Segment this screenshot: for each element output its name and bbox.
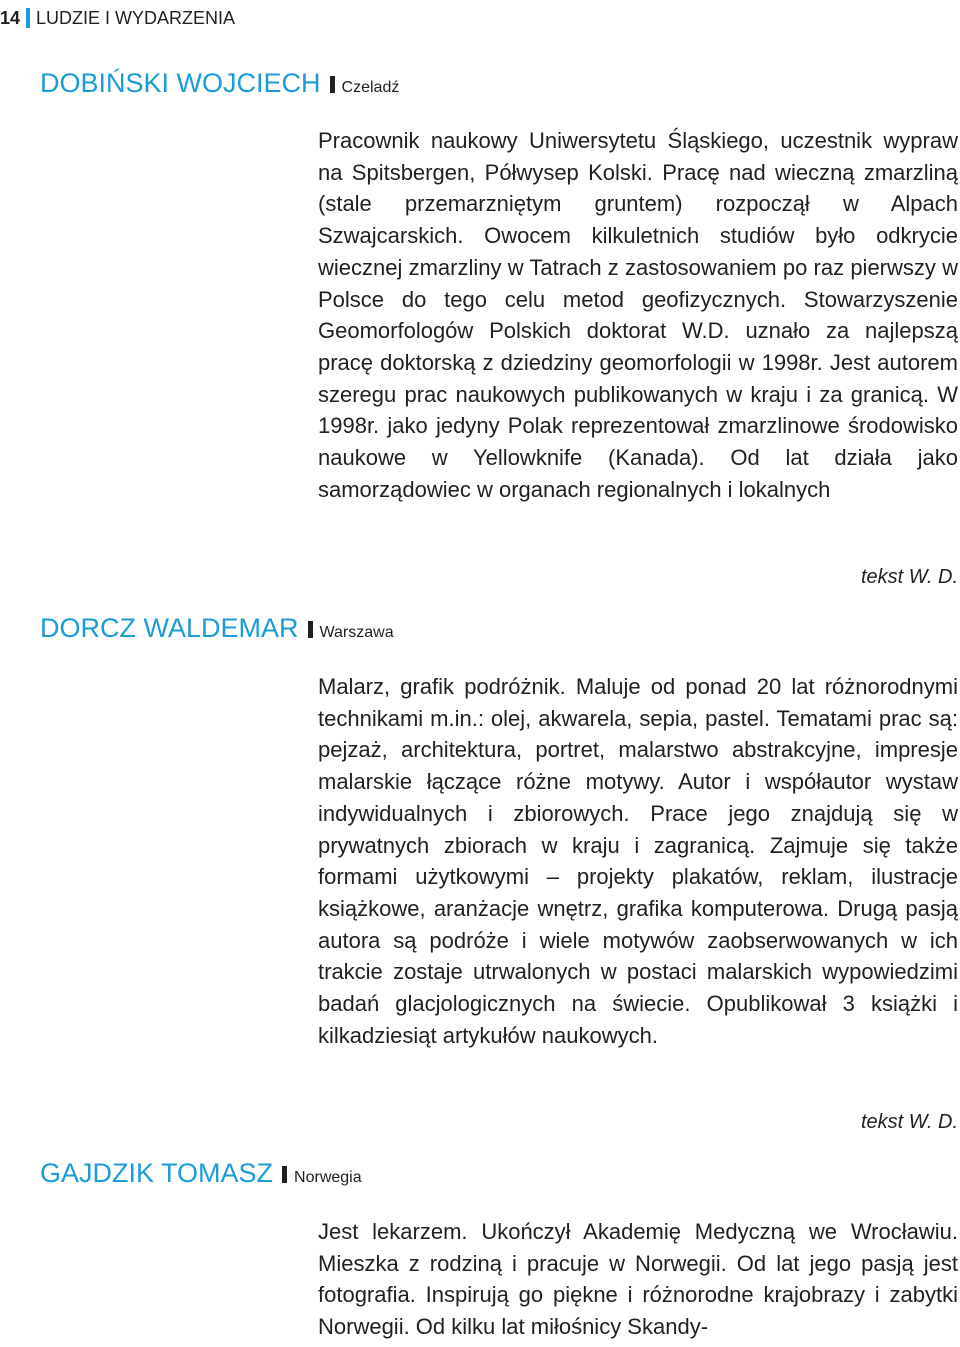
person-bio: Jest lekarzem. Ukończył Akademię Medyczną we Wrocławiu. Mieszka z rodziną i pracuje w Norwegii. Od lat jego pasją jest fotografia. Inspirują go piękne i różnorodne krajobrazy i zabytki Norwegii. Od kilku lat miłośnicy Skandy- [318, 1219, 958, 1340]
section-title: LUDZIE I WYDARZENIA [36, 7, 236, 28]
page-header [0, 6, 235, 30]
person-heading-dorcz [40, 613, 394, 644]
page-number: 14 [0, 7, 21, 28]
person-name: DOBIŃSKI WOJCIECH [40, 68, 321, 98]
name-divider-bar [330, 76, 335, 93]
person-city: Norwegia [294, 1169, 362, 1186]
name-divider-bar [282, 1166, 287, 1183]
person-bio: Pracownik naukowy Uniwersytetu Śląskiego, uczestnik wypraw na Spitsbergen, Półwysep Kolski. Pracę nad wieczną zmarzliną (stale przemarzniętym gruntem) rozpoczął w Alpach Szwajcarskich. Owocem kilkuletnich studiów było odkrycie wiecznej zmarzliny w Tatrach z zastosowaniem po raz pierwszy w Polsce do tego celu metod geofizycznych. Stowarzyszenie Geomorfologów Polskich doktorat W.D. uznało za najlepszą pracę doktorską z dziedziny geomorfologii w 1998r. Jest autorem szeregu prac naukowych publikowanych w kraju i za granicą. W 1998r. jako jedyny Polak reprezentował zmarzlinowe środowisko naukowe w Yellowknife (Kanada). Od lat działa jako samorządowiec w organach regionalnych i lokalnych [318, 128, 958, 502]
person-name: GAJDZIK TOMASZ [40, 1158, 274, 1188]
person-city: Warszawa [319, 624, 394, 641]
person-heading-gajdzik [40, 1158, 362, 1189]
person-name: DORCZ WALDEMAR [40, 613, 299, 643]
header-divider-bar [26, 8, 30, 28]
name-divider-bar [308, 621, 313, 638]
person-heading-dobinski [40, 68, 399, 99]
person-city: Czeladź [341, 79, 400, 96]
text-credit: tekst W. D. [860, 566, 958, 588]
person-bio: Malarz, grafik podróżnik. Maluje od ponad 20 lat różnorodnymi technikami m.in.: olej, akwarela, sepia, pastel. Tematami prac są: pejzaż, architektura, portret, malarstwo abstrakcyjne, impresje malarskie łączące różne motywy. Autor i współautor wystaw indywidualnych i zbiorowych. Prace jego znajdują się w prywatnych zbiorach w kraju i zagranicą. Zajmuje się także formami użytkowymi – projekty plakatów, reklam, ilustracje książkowe, aranżacje wnętrz, grafika komputerowa. Drugą pasją autora są podróże i wiele motywów zaobserwowanych w ich trakcie zostaje utrwalonych w postaci malarskich wypowiedzimi badań glacjologicznych na świecie. Opublikował 3 książki i kilkadziesiąt artykułów naukowych. [318, 674, 958, 1048]
text-credit: tekst W. D. [860, 1111, 958, 1133]
